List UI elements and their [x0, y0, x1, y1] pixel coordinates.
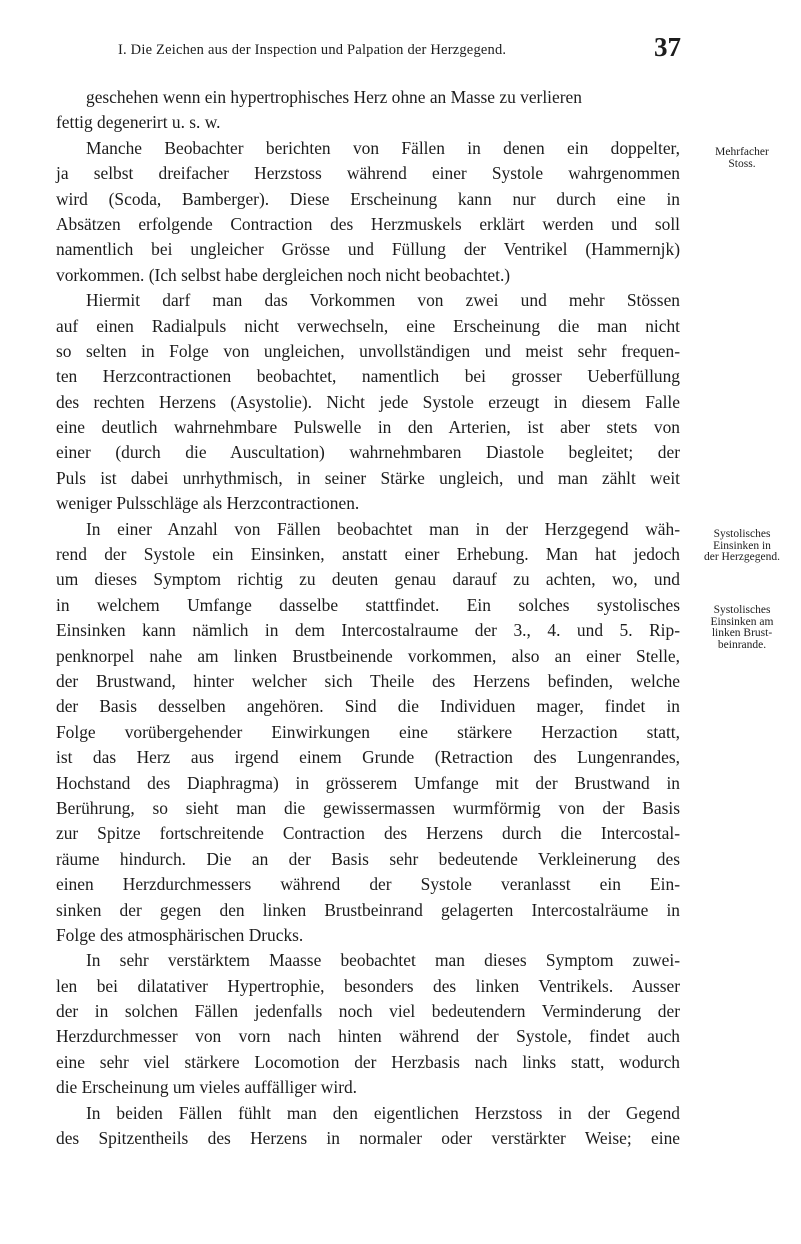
text-line: ist das Herz aus irgend einem Grunde (Retraction des Lungenrandes,: [56, 747, 680, 768]
text-line: des Spitzentheils des Herzens in normaler oder verstärkter Weise; eine: [56, 1128, 680, 1149]
text-line: In sehr verstärktem Maasse beobachtet man dieses Symptom zuwei-: [86, 950, 680, 971]
text-line: weniger Pulsschläge als Herzcontractionen.: [56, 493, 360, 514]
text-line: räume hindurch. Die an der Basis sehr bedeutende Verkleinerung des: [56, 848, 680, 869]
text-line: Puls ist dabei unrhythmisch, in seiner Stärke ungleich, und man zählt weit: [56, 467, 680, 488]
text-line: einer (durch die Auscultation) wahrnehmbaren Diastole begleitet; der: [56, 442, 680, 463]
text-line: penknorpel nahe am linken Brustbeinende vorkommen, also an einer Stelle,: [56, 645, 680, 666]
running-header: I. Die Zeichen aus der Inspection und Palpation der Herzgegend.: [118, 42, 507, 58]
text-line: In einer Anzahl von Fällen beobachtet man in der Herzgegend wäh-: [86, 518, 680, 539]
text-line: Folge vorübergehender Einwirkungen eine stärkere Herzaction statt,: [56, 721, 680, 742]
text-line: Herzdurchmesser von vorn nach hinten während der Systole, findet auch: [56, 1026, 680, 1047]
margin-note-mehrfacher-stoss: Mehrfacher Stoss.: [715, 146, 769, 170]
text-line: des rechten Herzens (Asystolie). Nicht jede Systole erzeugt in diesem Falle: [56, 391, 680, 412]
text-line: sinken der gegen den linken Brustbeinrand gelagerten Intercostalräume in: [56, 899, 680, 920]
text-line: Berührung, so sieht man die gewissermassen wurmförmig von der Basis: [56, 797, 680, 818]
text-line: ten Herzcontractionen beobachtet, namentlich bei grosser Ueberfüllung: [56, 366, 680, 387]
text-line: Hiermit darf man das Vorkommen von zwei und mehr Stössen: [86, 290, 680, 311]
margin-note-brustbeinrande: Systolisches Einsinken am linken Brust- beinrande.: [710, 604, 774, 651]
text-line: die Erscheinung um vieles auffälliger wird.: [56, 1077, 358, 1098]
text-line: um dieses Symptom richtig zu deuten genau darauf zu achten, wo, und: [56, 569, 680, 590]
text-line: einen Herzdurchmessers während der Systole veranlasst ein Ein-: [56, 874, 680, 895]
text-line: eine deutlich wahrnehmbare Pulswelle in den Arterien, ist aber stets von: [56, 417, 680, 438]
text-line: zur Spitze fortschreitende Contraction des Herzens durch die Intercostal-: [56, 823, 680, 844]
text-line: ja selbst dreifacher Herzstoss während einer Systole wahrgenommen: [56, 163, 680, 184]
text-line: Absätzen erfolgende Contraction des Herzmuskels erklärt werden und soll: [56, 213, 680, 234]
page-number: 37: [654, 32, 681, 62]
text-line: In beiden Fällen fühlt man den eigentlichen Herzstoss in der Gegend: [86, 1102, 680, 1123]
text-line: eine sehr viel stärkere Locomotion der Herzbasis nach links statt, wodurch: [56, 1051, 680, 1072]
text-line: fettig degenerirt u. s. w.: [56, 112, 221, 133]
text-line: vorkommen. (Ich selbst habe dergleichen noch nicht beobachtet.): [56, 264, 511, 285]
text-line: der in solchen Fällen jedenfalls noch viel bedeutendern Verminderung der: [56, 1001, 680, 1022]
text-line: Folge des atmosphärischen Drucks.: [56, 924, 304, 945]
text-line: wird (Scoda, Bamberger). Diese Erscheinung kann nur durch eine in: [56, 188, 680, 209]
text-line: der Basis desselben angehören. Sind die Individuen mager, findet in: [56, 696, 680, 717]
margin-note-systolisches-einsinken: Systolisches Einsinken in der Herzgegend.: [704, 528, 780, 563]
text-line: in welchem Umfange dasselbe stattfindet. Ein solches systolisches: [56, 594, 680, 615]
text-line: rend der Systole ein Einsinken, anstatt einer Erhebung. Man hat jedoch: [56, 544, 680, 565]
text-line: namentlich bei ungleicher Grösse und Füllung der Ventrikel (Hammernjk): [56, 239, 680, 260]
text-line: Manche Beobachter berichten von Fällen in denen ein doppelter,: [86, 137, 680, 158]
text-line: len bei dilatativer Hypertrophie, besonders des linken Ventrikels. Ausser: [56, 975, 680, 996]
text-line: geschehen wenn ein hypertrophisches Herz ohne an Masse zu verlieren: [86, 87, 582, 107]
text-line: auf einen Radialpuls nicht verwechseln, eine Erscheinung die man nicht: [56, 315, 680, 336]
text-line: der Brustwand, hinter welcher sich Theile des Herzens befinden, welche: [56, 670, 680, 691]
text-line: Hochstand des Diaphragma) in grösserem Umfange mit der Brustwand in: [56, 772, 680, 793]
text-line: so selten in Folge von ungleichen, unvollständigen und meist sehr frequen-: [56, 340, 680, 361]
text-line: Einsinken kann nämlich in dem Intercostalraume der 3., 4. und 5. Rip-: [56, 620, 680, 641]
body-text: [56, 85, 680, 1151]
